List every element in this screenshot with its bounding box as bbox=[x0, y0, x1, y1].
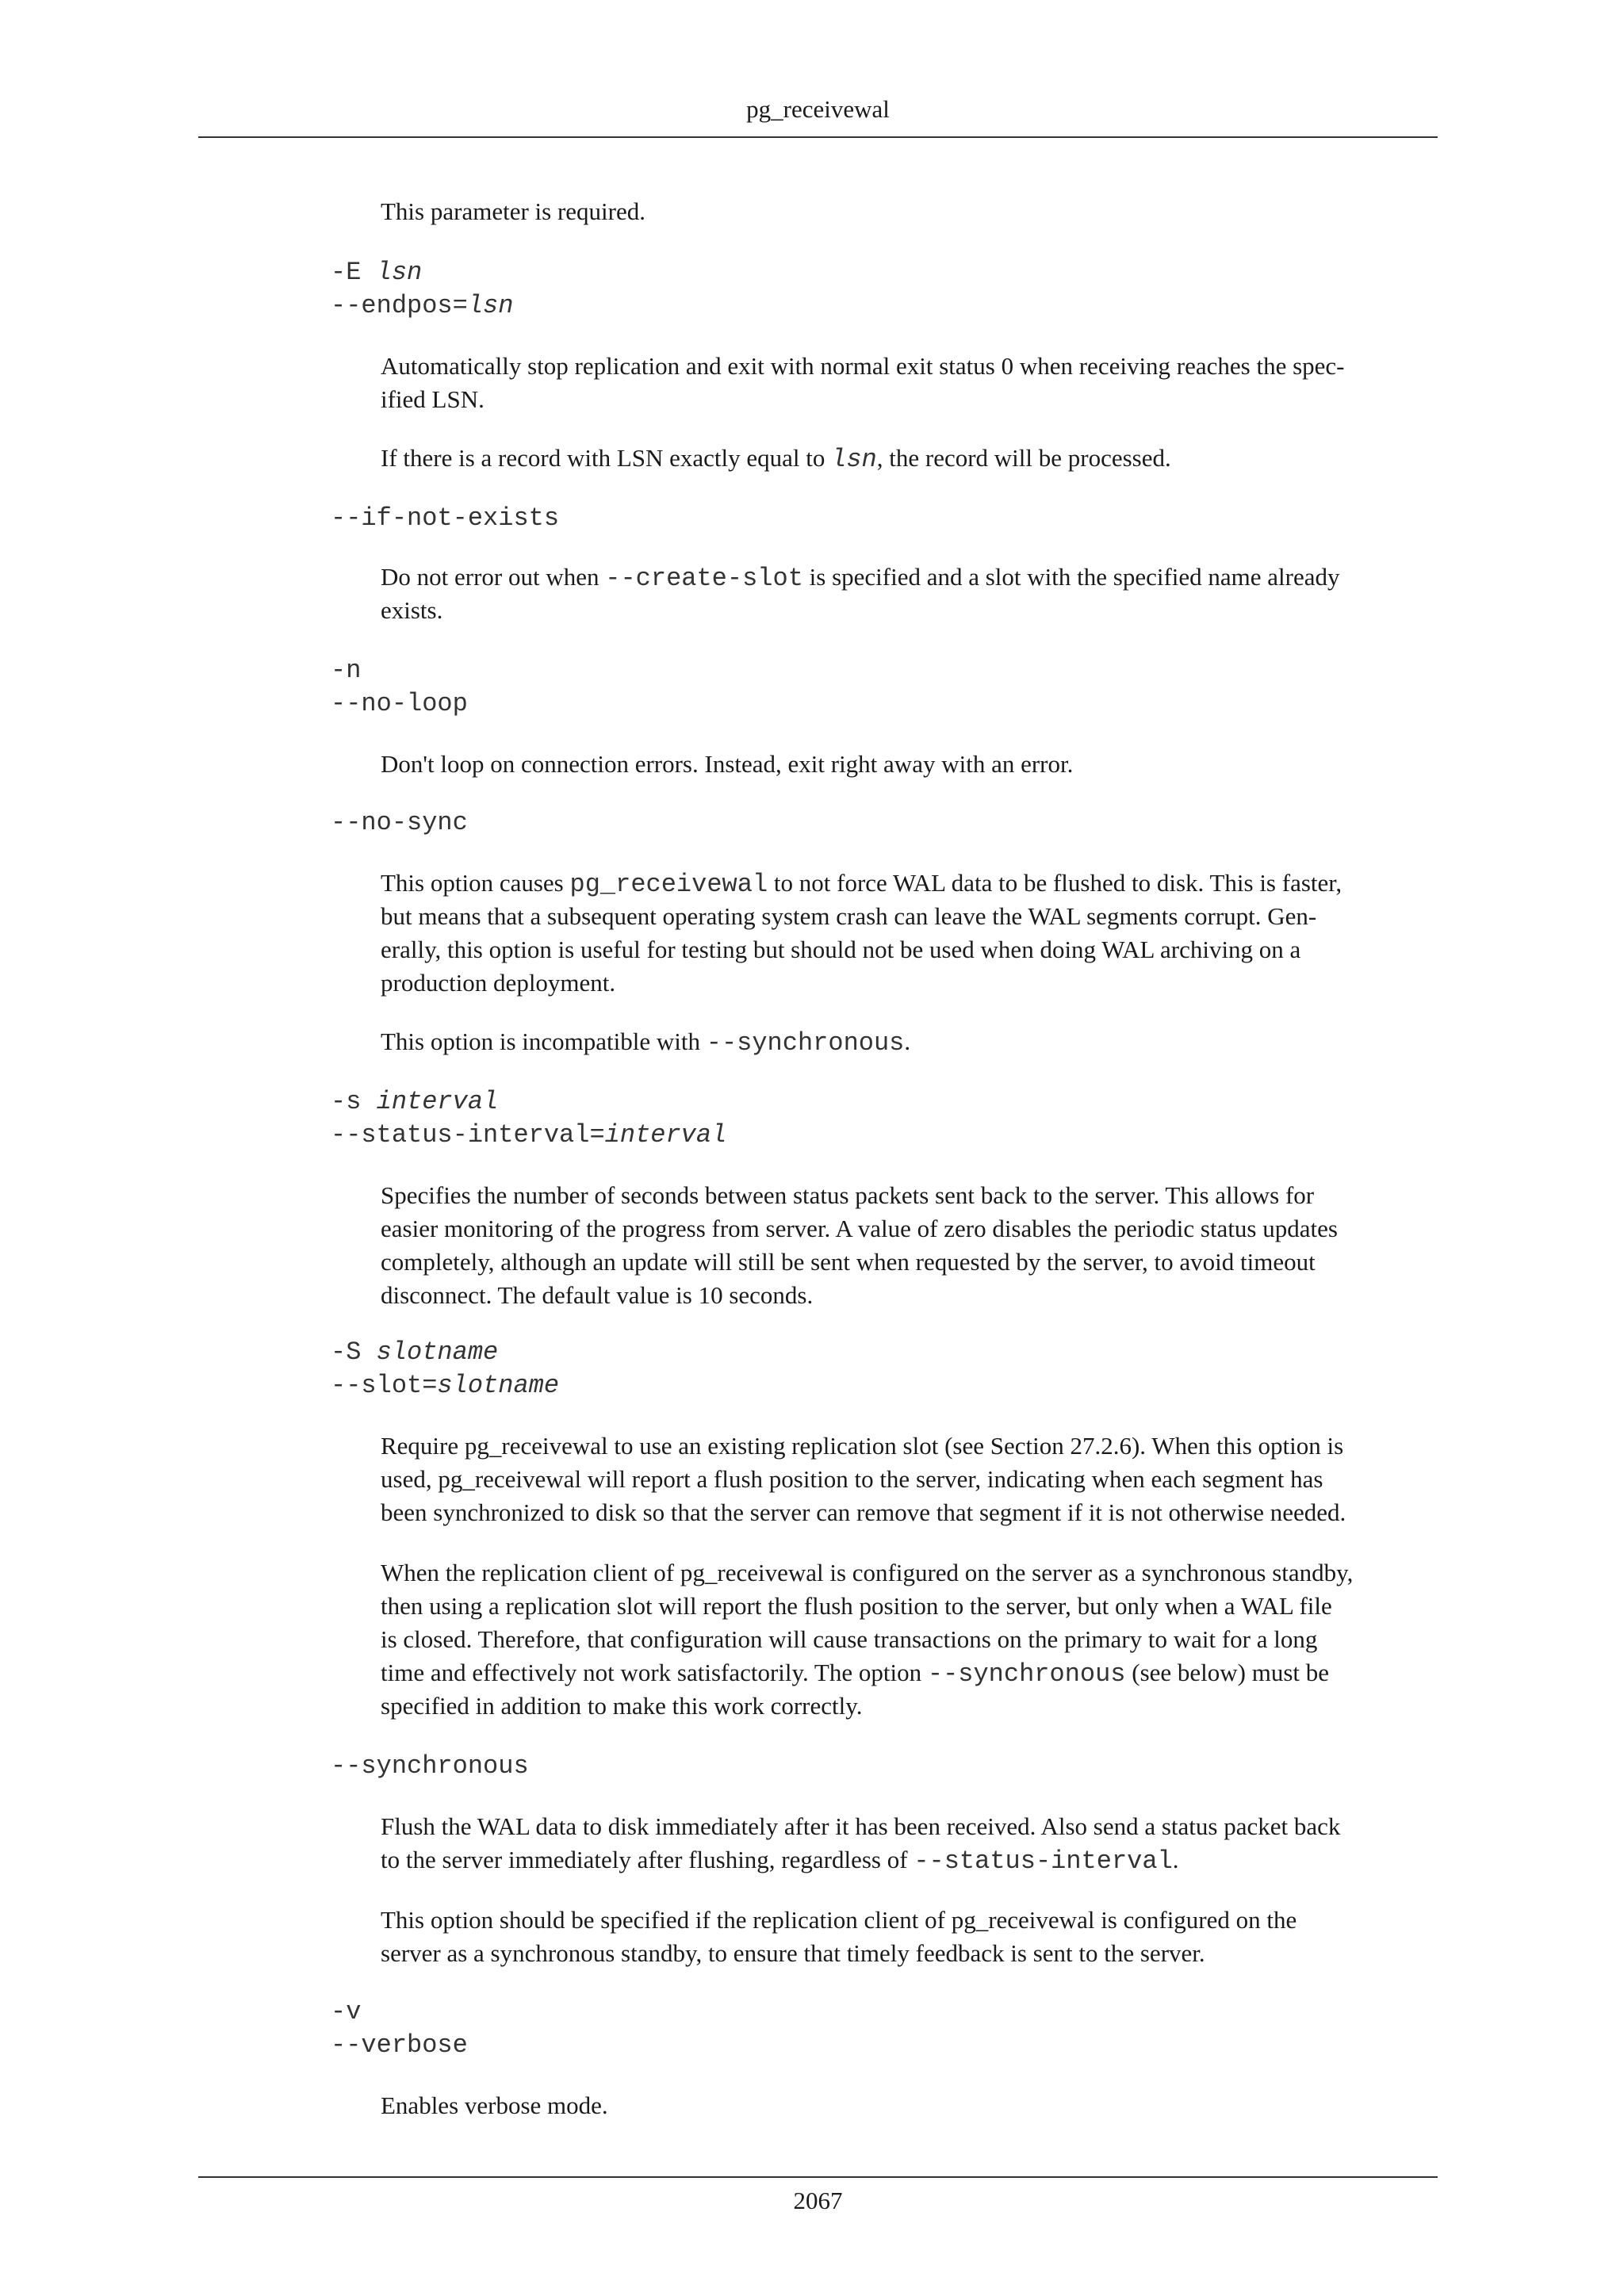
text-run: (see below) must be bbox=[1125, 1659, 1330, 1686]
synchronous-description-line: Flush the WAL data to disk immediately after it has been received. Also send a status packet back bbox=[381, 1812, 1341, 1840]
option-arg: slotname bbox=[437, 1371, 560, 1400]
option-arg: interval bbox=[376, 1087, 499, 1116]
option-flag: -S bbox=[331, 1337, 377, 1367]
synchronous-note-line: server as a synchronous standby, to ensure that timely feedback is sent to the server. bbox=[381, 1939, 1205, 1967]
option-term-E bbox=[331, 256, 422, 289]
option-flag: --slot= bbox=[331, 1371, 438, 1400]
option-flag: -E bbox=[331, 258, 377, 287]
option-term-no-sync: --no-sync bbox=[331, 808, 468, 837]
page-number: 2067 bbox=[793, 2187, 843, 2214]
slot-description-line: used, pg_receivewal will report a flush position to the server, indicating when each segment has bbox=[381, 1465, 1323, 1493]
text-run: to not force WAL data to be flushed to disk. This is faster, bbox=[768, 869, 1342, 897]
verbose-description: Enables verbose mode. bbox=[381, 2091, 608, 2119]
option-flag: --endpos= bbox=[331, 291, 468, 320]
if-not-exists-description-line: exists. bbox=[381, 596, 443, 624]
intro-paragraph: This parameter is required. bbox=[381, 197, 645, 225]
header-rule bbox=[198, 136, 1438, 138]
text-run: . bbox=[1172, 1846, 1179, 1873]
option-term-synchronous: --synchronous bbox=[331, 1751, 529, 1781]
endpos-description-line: Automatically stop replication and exit with normal exit status 0 when receiving reaches the spec- bbox=[381, 352, 1345, 380]
slot-note-line bbox=[381, 1656, 1438, 1691]
option-arg: lsn bbox=[376, 258, 423, 287]
inline-code: --status-interval bbox=[914, 1846, 1173, 1876]
no-loop-description: Don't loop on connection errors. Instead, exit right away with an error. bbox=[381, 750, 1074, 778]
text-run: Do not error out when bbox=[381, 563, 606, 591]
if-not-exists-description-line bbox=[381, 561, 1438, 595]
no-sync-note bbox=[381, 1025, 1438, 1060]
status-interval-description-line: completely, although an update will still be sent when requested by the server, to avoid timeout bbox=[381, 1248, 1316, 1276]
option-term-slot bbox=[331, 1369, 559, 1402]
text-run: to the server immediately after flushing, regardless of bbox=[381, 1846, 914, 1873]
inline-code: pg_receivewal bbox=[569, 870, 768, 899]
synchronous-note-line: This option should be specified if the replication client of pg_receivewal is configured on the bbox=[381, 1906, 1297, 1934]
option-term-if-not-exists: --if-not-exists bbox=[331, 503, 560, 533]
option-term-no-loop: --no-loop bbox=[331, 689, 468, 718]
text-run: is specified and a slot with the specified name already bbox=[802, 563, 1340, 591]
text-run: time and effectively not work satisfactorily. The option bbox=[381, 1659, 928, 1686]
text-run: . bbox=[904, 1027, 911, 1055]
option-term-v: -v bbox=[331, 1997, 362, 2026]
inline-code: --synchronous bbox=[927, 1659, 1126, 1689]
inline-code: --synchronous bbox=[706, 1028, 905, 1058]
slot-description-line: been synchronized to disk so that the server can remove that segment if it is not otherwise needed. bbox=[381, 1498, 1346, 1526]
slot-note-line: is closed. Therefore, that configuration will cause transactions on the primary to wait for a long bbox=[381, 1625, 1318, 1653]
no-sync-description-line bbox=[381, 867, 1438, 901]
inline-code: --create-slot bbox=[605, 564, 803, 593]
text-run: If there is a record with LSN exactly equal to bbox=[381, 444, 832, 472]
no-sync-description-line: production deployment. bbox=[381, 969, 616, 997]
option-term-verbose: --verbose bbox=[331, 2030, 468, 2060]
option-term-n: -n bbox=[331, 656, 362, 685]
option-term-endpos bbox=[331, 289, 513, 323]
option-flag: --status-interval= bbox=[331, 1120, 605, 1150]
page-header-title: pg_receivewal bbox=[746, 95, 890, 123]
slot-note-line: then using a replication slot will report the flush position to the server, but only when a WAL file bbox=[381, 1592, 1332, 1620]
option-arg: slotname bbox=[376, 1337, 499, 1367]
slot-description-line: Require pg_receivewal to use an existing replication slot (see Section 27.2.6). When this option is bbox=[381, 1432, 1344, 1460]
no-sync-description-line: but means that a subsequent operating system crash can leave the WAL segments corrupt. Gen- bbox=[381, 902, 1317, 930]
endpos-description-line: ified LSN. bbox=[381, 385, 485, 413]
inline-code: lsn bbox=[831, 445, 877, 474]
option-arg: interval bbox=[604, 1120, 727, 1150]
text-run: , the record will be processed. bbox=[876, 444, 1171, 472]
status-interval-description-line: Specifies the number of seconds between status packets sent back to the server. This allows for bbox=[381, 1181, 1315, 1209]
endpos-note bbox=[381, 442, 1438, 476]
text-run: This option causes bbox=[381, 869, 570, 897]
footer-rule bbox=[198, 2176, 1438, 2178]
slot-note-line: When the replication client of pg_receivewal is configured on the server as a synchronous standby, bbox=[381, 1559, 1354, 1586]
status-interval-description-line: disconnect. The default value is 10 seconds. bbox=[381, 1281, 814, 1309]
option-arg: lsn bbox=[467, 291, 514, 320]
option-term-S bbox=[331, 1336, 498, 1369]
option-term-s bbox=[331, 1085, 498, 1119]
slot-note-line: specified in addition to make this work correctly. bbox=[381, 1692, 863, 1720]
no-sync-description-line: erally, this option is useful for testing but should not be used when doing WAL archiving on a bbox=[381, 936, 1301, 963]
synchronous-description-line bbox=[381, 1843, 1438, 1878]
text-run: This option is incompatible with bbox=[381, 1027, 707, 1055]
option-term-status-interval bbox=[331, 1119, 726, 1152]
option-flag: -s bbox=[331, 1087, 377, 1116]
status-interval-description-line: easier monitoring of the progress from server. A value of zero disables the periodic status updates bbox=[381, 1215, 1338, 1242]
